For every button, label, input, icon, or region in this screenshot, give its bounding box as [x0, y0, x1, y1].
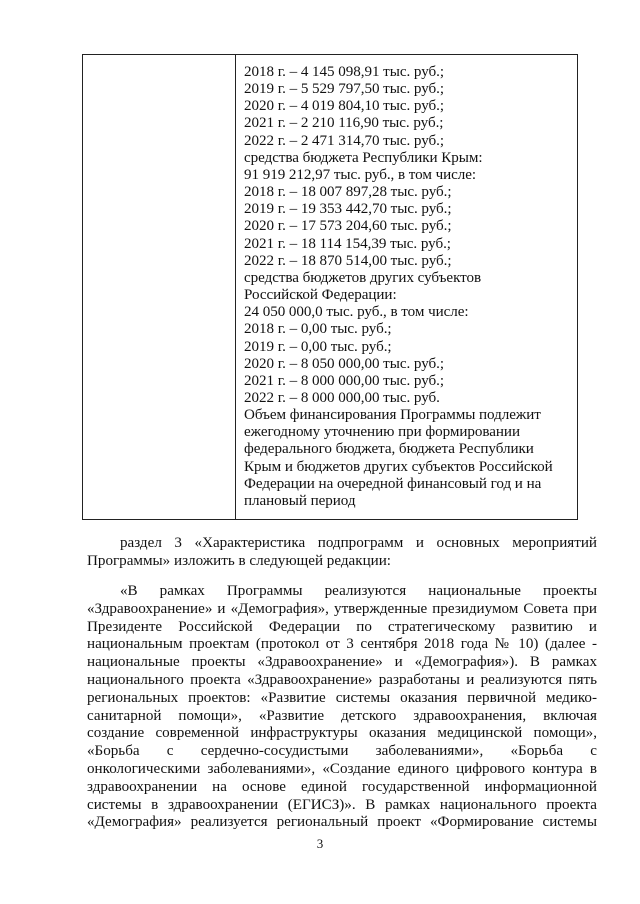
table-text-line: 2019 г. – 19 353 442,70 тыс. руб.; — [244, 201, 452, 218]
paragraph-line: создание современной инфраструктуры оказания медицинской помощи», — [87, 725, 597, 742]
table-text-line: 2020 г. – 8 050 000,00 тыс. руб.; — [244, 355, 445, 372]
section-3-paragraph — [87, 535, 597, 571]
table-text-line: средства бюджета Республики Крым: — [244, 149, 483, 166]
paragraph-line: Президенте Российской Федерации по стратегическому развитию и — [87, 618, 597, 635]
table-text-line: 2022 г. – 18 870 514,00 тыс. руб.; — [244, 252, 452, 269]
table-column-divider — [235, 55, 236, 519]
paragraph-line: «Здравоохранение» и «Демография», утвержденные президиумом Совета при — [87, 600, 597, 617]
table-text-line: Крым и бюджетов других субъектов Российской — [244, 458, 553, 475]
table-text-line: 91 919 212,97 тыс. руб., в том числе: — [244, 166, 477, 183]
table-text-line: 2021 г. – 8 000 000,00 тыс. руб.; — [244, 372, 445, 389]
financing-volume-cell — [244, 64, 574, 510]
table-text-line: 2019 г. – 5 529 797,50 тыс. руб.; — [244, 81, 445, 98]
table-text-line: 2018 г. – 4 145 098,91 тыс. руб.; — [244, 64, 445, 80]
table-text-line: 2020 г. – 17 573 204,60 тыс. руб.; — [244, 218, 452, 235]
table-text-line: 2022 г. – 2 471 314,70 тыс. руб.; — [244, 132, 445, 149]
table-text-line: федерального бюджета, бюджета Республики — [244, 441, 534, 458]
table-text-line: 2021 г. – 2 210 116,90 тыс. руб.; — [244, 115, 444, 132]
table-text-line: 2020 г. – 4 019 804,10 тыс. руб.; — [244, 98, 445, 115]
table-text-line: Объем финансирования Программы подлежит — [244, 407, 541, 424]
table-text-line: 24 050 000,0 тыс. руб., в том числе: — [244, 304, 469, 321]
table-text-line: 2018 г. – 18 007 897,28 тыс. руб.; — [244, 184, 452, 201]
table-text-line: 2021 г. – 18 114 154,39 тыс. руб.; — [244, 235, 451, 252]
table-text-line: 2019 г. – 0,00 тыс. руб.; — [244, 338, 392, 355]
paragraph-line: национальным проектам (протокол от 3 сентября 2018 года № 10) (далее - — [87, 636, 597, 653]
paragraph-line: «Демография» реализуется региональный проект «Формирование системы — [87, 814, 597, 831]
programme-description-paragraph — [87, 583, 597, 832]
paragraph-line: онкологическими заболеваниями», «Создание единого цифрового контура в — [87, 760, 597, 777]
financing-table — [82, 54, 578, 520]
paragraph-line: национальные проекты «Здравоохранение» и «Демография»). В рамках — [87, 654, 597, 671]
paragraph-line: санитарной помощи», «Развитие детского здравоохранения, включая — [87, 707, 597, 724]
paragraph-line: «Борьба с сердечно-сосудистыми заболеваниями», «Борьба с — [87, 743, 597, 760]
paragraph-line: национального проекта «Здравоохранение» разработаны и реализуются пять — [87, 671, 597, 688]
table-text-line: Федерации на очередной финансовый год и на — [244, 475, 542, 492]
page-number: 3 — [316, 836, 324, 851]
table-text-line: 2018 г. – 0,00 тыс. руб.; — [244, 321, 392, 338]
paragraph-line: раздел 3 «Характеристика подпрограмм и основных мероприятий — [120, 535, 597, 551]
table-text-line: средства бюджетов других субъектов — [244, 269, 482, 286]
table-text-line: плановый период — [244, 492, 356, 509]
paragraph-line: региональных проектов: «Развитие системы оказания первичной медико- — [87, 689, 597, 706]
table-text-line: Российской Федерации: — [244, 287, 397, 304]
paragraph-line: «В рамках Программы реализуются национальные проекты — [120, 583, 597, 599]
table-text-line: ежегодному уточнению при формировании — [244, 424, 520, 441]
table-text-line: 2022 г. – 8 000 000,00 тыс. руб. — [244, 389, 440, 406]
paragraph-line: здравоохранении на основе единой государственной информационной — [87, 778, 597, 795]
paragraph-line: системы в здравоохранении (ЕГИСЗ)». В рамках национального проекта — [87, 796, 597, 813]
paragraph-line: Программы» изложить в следующей редакции: — [87, 552, 391, 569]
